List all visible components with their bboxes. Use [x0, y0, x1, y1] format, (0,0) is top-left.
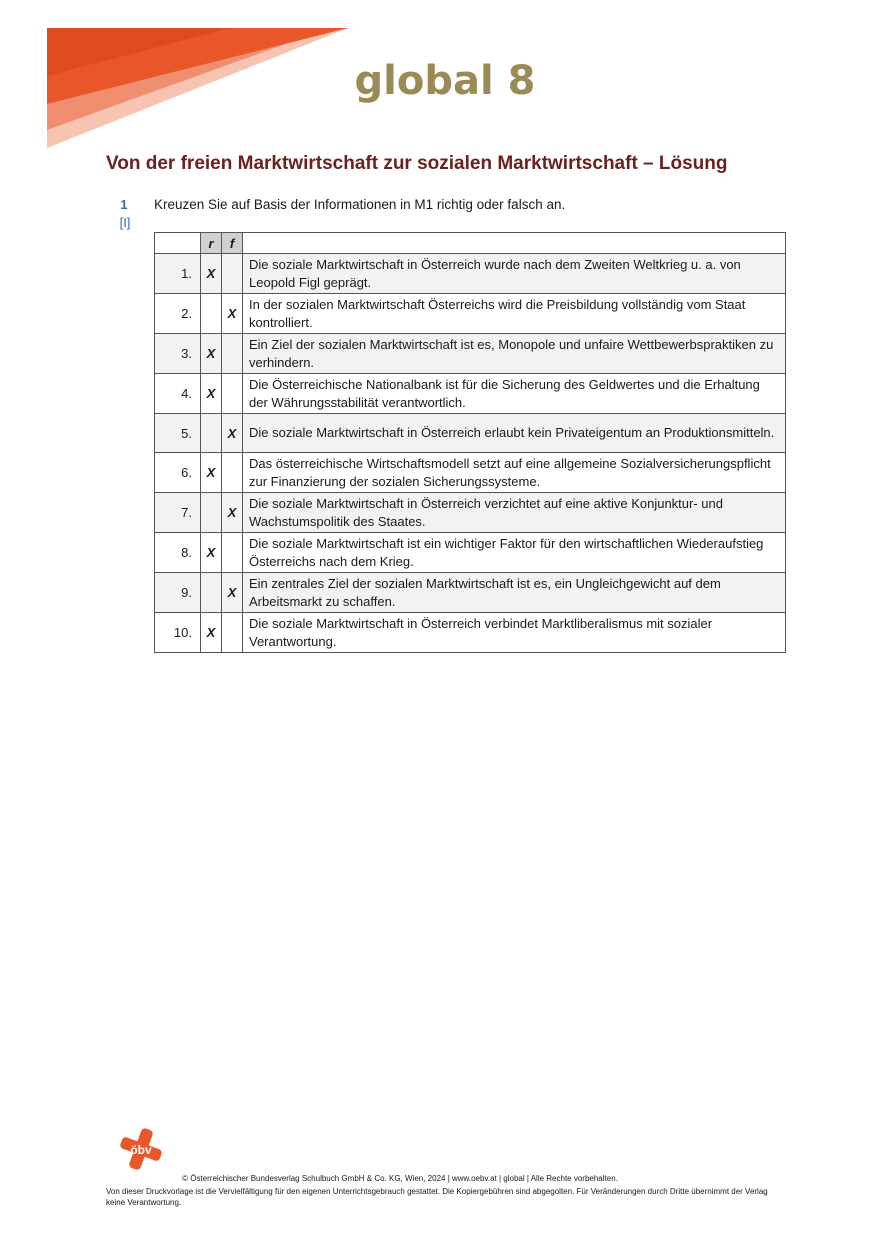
statement-text: Die soziale Marktwirtschaft in Österreich erlaubt kein Privateigentum an Produktionsmitteln.: [243, 414, 786, 453]
statement-text: Die soziale Marktwirtschaft ist ein wichtiger Faktor für den wirtschaftlichen Wiederaufstieg Österreichs nach dem Krieg.: [243, 533, 786, 573]
mark-falsch: X: [222, 573, 243, 613]
row-number: 2.: [155, 294, 201, 334]
header-number-cell: [155, 233, 201, 254]
mark-falsch: [222, 453, 243, 493]
statement-text: Die soziale Marktwirtschaft in Österreich wurde nach dem Zweiten Weltkrieg u. a. von Leopold Figl geprägt.: [243, 254, 786, 294]
statement-text: Das österreichische Wirtschaftsmodell setzt auf eine allgemeine Sozialversicherungspflicht zur Finanzierung der sozialen Sicherungssysteme.: [243, 453, 786, 493]
row-number: 7.: [155, 493, 201, 533]
table-row: [155, 414, 786, 453]
table-row: [155, 573, 786, 613]
row-number: 3.: [155, 334, 201, 374]
statement-text: Die soziale Marktwirtschaft in Österreich verzichtet auf eine aktive Konjunktur- und Wachstumspolitik des Staates.: [243, 493, 786, 533]
table-row: [155, 294, 786, 334]
statement-text: Ein Ziel der sozialen Marktwirtschaft ist es, Monopole und unfaire Wettbewerbspraktiken zu verhindern.: [243, 334, 786, 374]
statement-text: Die soziale Marktwirtschaft in Österreich verbindet Marktliberalismus mit sozialer Verantwortung.: [243, 613, 786, 653]
answer-table: [154, 232, 786, 653]
mark-richtig: [201, 573, 222, 613]
statement-text: Ein zentrales Ziel der sozialen Marktwirtschaft ist es, ein Ungleichgewicht auf dem Arbeitsmarkt zu schaffen.: [243, 573, 786, 613]
mark-falsch: X: [222, 414, 243, 453]
header-richtig: r: [201, 233, 222, 254]
mark-falsch: [222, 374, 243, 414]
publisher-logo: [118, 1126, 164, 1172]
mark-richtig: X: [201, 334, 222, 374]
mark-falsch: X: [222, 294, 243, 334]
mark-richtig: [201, 493, 222, 533]
row-number: 1.: [155, 254, 201, 294]
task-level: [I]: [119, 215, 131, 230]
mark-falsch: [222, 334, 243, 374]
mark-falsch: [222, 533, 243, 573]
mark-falsch: [222, 254, 243, 294]
page-heading: Von der freien Marktwirtschaft zur sozialen Marktwirtschaft – Lösung: [106, 153, 728, 174]
mark-falsch: [222, 613, 243, 653]
mark-richtig: X: [201, 533, 222, 573]
row-number: 5.: [155, 414, 201, 453]
mark-richtig: [201, 294, 222, 334]
table-row: [155, 533, 786, 573]
table-row: [155, 254, 786, 294]
table-row: [155, 453, 786, 493]
row-number: 9.: [155, 573, 201, 613]
mark-richtig: [201, 414, 222, 453]
table-header-row: [155, 233, 786, 254]
mark-falsch: X: [222, 493, 243, 533]
mark-richtig: X: [201, 613, 222, 653]
task-number: 1: [120, 197, 128, 212]
brand-title: global 8: [354, 58, 536, 104]
row-number: 10.: [155, 613, 201, 653]
statement-text: In der sozialen Marktwirtschaft Österreichs wird die Preisbildung vollständig vom Staat kontrolliert.: [243, 294, 786, 334]
footer-note: Von dieser Druckvorlage ist die Vervielfältigung für den eigenen Unterrichtsgebrauch gestattet. Die Kopiergebühren sind abgegolten. Für Veränderungen durch Dritte übernimmt der Verlag keine Verantwortung.: [106, 1187, 768, 1207]
mark-richtig: X: [201, 453, 222, 493]
table-row: [155, 493, 786, 533]
publisher-logo-text: öbv: [130, 1143, 152, 1157]
footer-copyright: © Österreichischer Bundesverlag Schulbuch GmbH & Co. KG, Wien, 2024 | www.oebv.at | global | Alle Rechte vorbehalten.: [182, 1174, 618, 1183]
row-number: 6.: [155, 453, 201, 493]
task-instruction: Kreuzen Sie auf Basis der Informationen in M1 richtig oder falsch an.: [154, 197, 566, 212]
statement-text: Die Österreichische Nationalbank ist für die Sicherung des Geldwertes und die Erhaltung der Währungsstabilität verantwortlich.: [243, 374, 786, 414]
table-row: [155, 613, 786, 653]
header-falsch: f: [222, 233, 243, 254]
row-number: 4.: [155, 374, 201, 414]
row-number: 8.: [155, 533, 201, 573]
header-statement-cell: [243, 233, 786, 254]
table-row: [155, 334, 786, 374]
table-row: [155, 374, 786, 414]
mark-richtig: X: [201, 374, 222, 414]
mark-richtig: X: [201, 254, 222, 294]
